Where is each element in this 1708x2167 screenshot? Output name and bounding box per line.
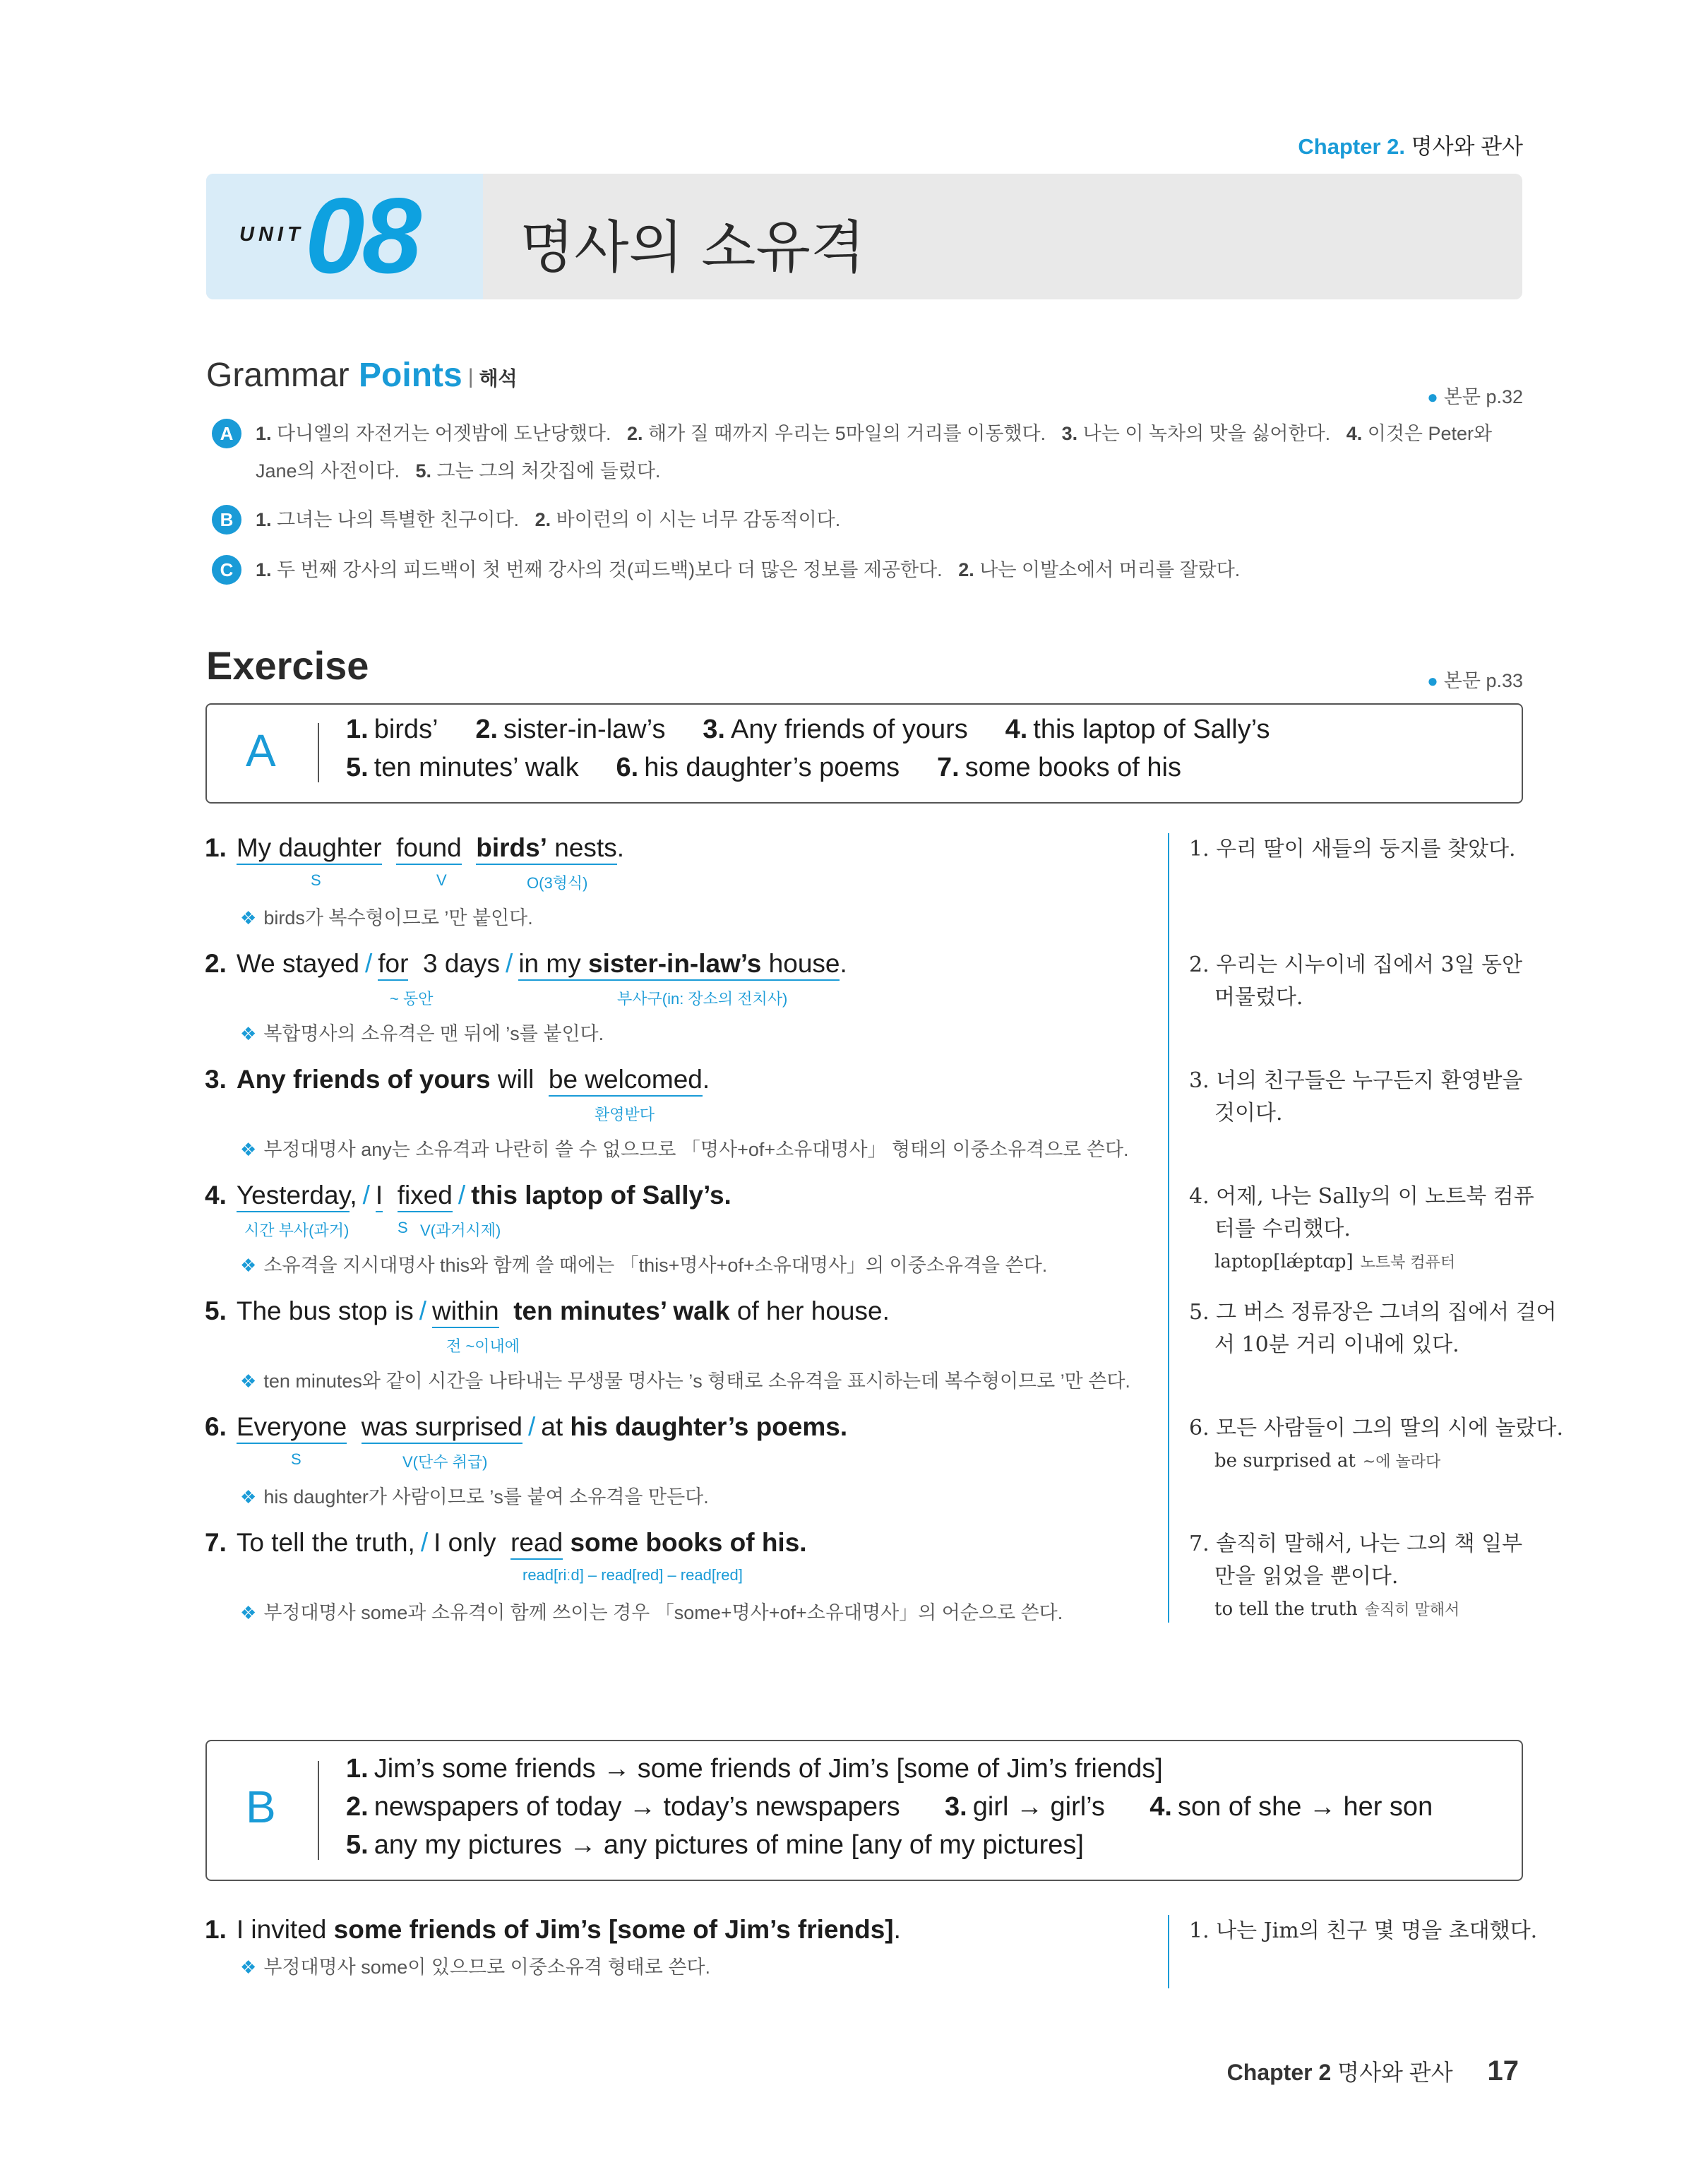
grammar-title-main: Grammar xyxy=(206,357,350,394)
exercise-a-item-7: 7. To tell the truth, / I only read some books of his. xyxy=(205,1528,807,1558)
annotation: O(3형식) xyxy=(527,874,588,892)
exercise-title: Exercise xyxy=(206,643,369,688)
chapter-label: Chapter 2. xyxy=(1298,134,1406,159)
translation-2: 2. 우리는 시누이네 집에서 3일 동안 머물렀다. xyxy=(1189,953,1523,1010)
diamond-bullet-icon: ❖ xyxy=(240,1371,257,1392)
diamond-bullet-icon: ❖ xyxy=(240,1023,257,1044)
diamond-bullet-icon: ❖ xyxy=(240,1486,257,1508)
annotation: V(과거시제) xyxy=(420,1222,501,1239)
exercise-note: ❖ 복합명사의 소유격은 맨 뒤에 ’s를 붙인다. xyxy=(240,1023,604,1044)
diamond-bullet-icon: ❖ xyxy=(240,1957,257,1978)
diamond-bullet-icon: ❖ xyxy=(240,1139,257,1160)
annotation: 부사구(in: 장소의 전치사) xyxy=(617,990,788,1008)
grammar-section-a: 1. 다니엘의 자전거는 어젯밤에 도난당했다. 2. 해가 질 때까지 우리는 5마일의 거리를 이동했다. 3. 나는 이 녹차의 맛을 싫어한다. 4. 이것은 Peter와 Jane의 사전이다. 5. 그는 그의 처갓집에 들렀다. xyxy=(256,423,1493,482)
box-b-line-3: 5. any my pictures → any pictures of mine [any of my pictures] xyxy=(346,1830,1084,1860)
box-b-line-1: 1. Jim’s some friends → some friends of Jim’s [some of Jim’s friends] xyxy=(346,1754,1163,1784)
exercise-note: ❖ birds가 복수형이므로 ’만 붙인다. xyxy=(240,907,533,929)
grammar-page-ref: ● 본문 p.32 xyxy=(1427,386,1523,407)
unit-number: 08 xyxy=(305,176,419,296)
diamond-bullet-icon: ❖ xyxy=(240,1255,257,1276)
exercise-note: ❖ ten minutes와 같이 시간을 나타내는 무생물 명사는 ’s 형태로 소유격을 표시하는데 복수형이므로 ’만 쓴다. xyxy=(240,1371,1130,1392)
exercise-page-ref: ● 본문 p.33 xyxy=(1427,670,1523,691)
exercise-a-item-3: 3. Any friends of yours will be welcomed. xyxy=(205,1065,710,1094)
grammar-subtitle: 해석 xyxy=(479,367,518,390)
box-a-line-1: 1. birds’ 2. sister-in-law’s 3. Any friends of yours 4. this laptop of Sally’s xyxy=(346,715,1270,744)
exercise-a-item-2: 2. We stayed / for 3 days / in my sister-in-law’s house. xyxy=(205,949,847,979)
grammar-title-accent: Points xyxy=(359,357,462,394)
annotation: V(단수 취급) xyxy=(402,1453,488,1471)
badge-b-icon: B xyxy=(212,505,241,535)
annotation: S xyxy=(311,871,321,889)
box-a-letter: A xyxy=(246,725,276,776)
exercise-a-item-1: 1. My daughter found birds’ nests. xyxy=(205,833,624,863)
translation-1: 1. 우리 딸이 새들의 둥지를 찾았다. xyxy=(1189,837,1516,861)
diamond-bullet-icon: ❖ xyxy=(240,1602,257,1623)
box-b-letter: B xyxy=(246,1781,276,1832)
exercise-note: ❖ 부정대명사 any는 소유격과 나란히 쓸 수 없으므로 「명사+of+소유대명사」 형태의 이중소유격으로 쓴다. xyxy=(240,1139,1129,1160)
unit-word: UNIT xyxy=(239,223,304,246)
exercise-note: ❖ his daughter가 사람이므로 ’s를 붙여 소유격을 만든다. xyxy=(240,1486,709,1508)
translation-divider xyxy=(1168,1915,1169,1988)
title-separator: | xyxy=(467,365,474,389)
translation-divider xyxy=(1168,833,1169,1623)
box-b-divider xyxy=(318,1761,319,1860)
grammar-section-b: 1. 그녀는 나의 특별한 친구이다. 2. 바이런의 이 시는 너무 감동적이다. xyxy=(256,509,841,530)
bullet-dot-icon: ● xyxy=(1427,386,1438,407)
badge-c-icon: C xyxy=(212,555,241,585)
exercise-a-item-6: 6. Everyone was surprised / at his daughter’s poems. xyxy=(205,1412,847,1442)
page-footer xyxy=(1227,2055,1519,2087)
chapter-header xyxy=(1298,129,1523,160)
unit-title: 명사의 소유격 xyxy=(520,215,866,280)
grammar-section-c: 1. 두 번째 강사의 피드백이 첫 번째 강사의 것(피드백)보다 더 많은 정보를 제공한다. 2. 나는 이발소에서 머리를 잘랐다. xyxy=(256,559,1241,580)
diamond-bullet-icon: ❖ xyxy=(240,907,257,929)
translation-3: 3. 너의 친구들은 누구든지 환영받을 것이다. xyxy=(1189,1068,1523,1126)
exercise-note: ❖ 소유격을 지시대명사 this와 함께 쓸 때에는 「this+명사+of+소유대명사」의 이중소유격을 쓴다. xyxy=(240,1255,1048,1276)
annotation: 환영받다 xyxy=(595,1106,655,1123)
annotation: S xyxy=(398,1219,408,1236)
bullet-dot-icon: ● xyxy=(1427,670,1438,691)
exercise-a-item-4: 4. Yesterday, / I fixed / this laptop of Sally’s. xyxy=(205,1181,731,1210)
box-b-line-2: 2. newspapers of today → today’s newspapers 3. girl → girl’s 4. son of she → her son xyxy=(346,1792,1433,1822)
exercise-note: ❖ 부정대명사 some이 있으므로 이중소유격 형태로 쓴다. xyxy=(240,1957,710,1978)
footer-chapter: Chapter 2 xyxy=(1226,2060,1332,2085)
exercise-b-item-1: 1. I invited some friends of Jim’s [some of Jim’s friends]. xyxy=(205,1915,901,1944)
exercise-a-item-5: 5. The bus stop is / within ten minutes’ walk of her house. xyxy=(205,1296,890,1326)
translation-6: 6. 모든 사람들이 그의 딸의 시에 놀랐다. be surprised at ~에 놀라다 xyxy=(1189,1416,1564,1471)
grammar-points-title xyxy=(206,356,518,395)
box-a-line-2: 5. ten minutes’ walk 6. his daughter’s poems 7. some books of his xyxy=(346,753,1181,782)
box-a-divider xyxy=(318,723,319,782)
chapter-title: 명사와 관사 xyxy=(1411,134,1523,159)
translation-b-1: 1. 나는 Jim의 친구 몇 명을 초대했다. xyxy=(1189,1918,1538,1943)
annotation: V xyxy=(436,871,447,889)
translation-4: 4. 어제, 나는 Sally의 이 노트북 컴퓨 터를 수리했다. laptop[lǽptɑp] 노트북 컴퓨터 xyxy=(1189,1184,1534,1272)
annotation: read[riːd] – read[red] – read[red] xyxy=(522,1566,743,1584)
exercise-note: ❖ 부정대명사 some과 소유격이 함께 쓰이는 경우 「some+명사+of+소유대명사」의 어순으로 쓴다. xyxy=(240,1602,1063,1623)
translation-7: 7. 솔직히 말해서, 나는 그의 책 일부 만을 읽었을 뿐이다. to tell the truth 솔직히 말해서 xyxy=(1189,1532,1523,1620)
annotation: S xyxy=(291,1450,301,1468)
annotation: ~ 동안 xyxy=(390,990,434,1008)
page-number: 17 xyxy=(1487,2055,1519,2087)
annotation: 시간 부사(과거) xyxy=(244,1222,350,1239)
badge-a-icon: A xyxy=(212,419,241,448)
translation-5: 5. 그 버스 정류장은 그녀의 집에서 걸어 서 10분 거리 이내에 있다. xyxy=(1189,1300,1557,1357)
annotation: 전 ~이내에 xyxy=(446,1337,520,1355)
footer-title: 명사와 관사 xyxy=(1337,2060,1453,2085)
